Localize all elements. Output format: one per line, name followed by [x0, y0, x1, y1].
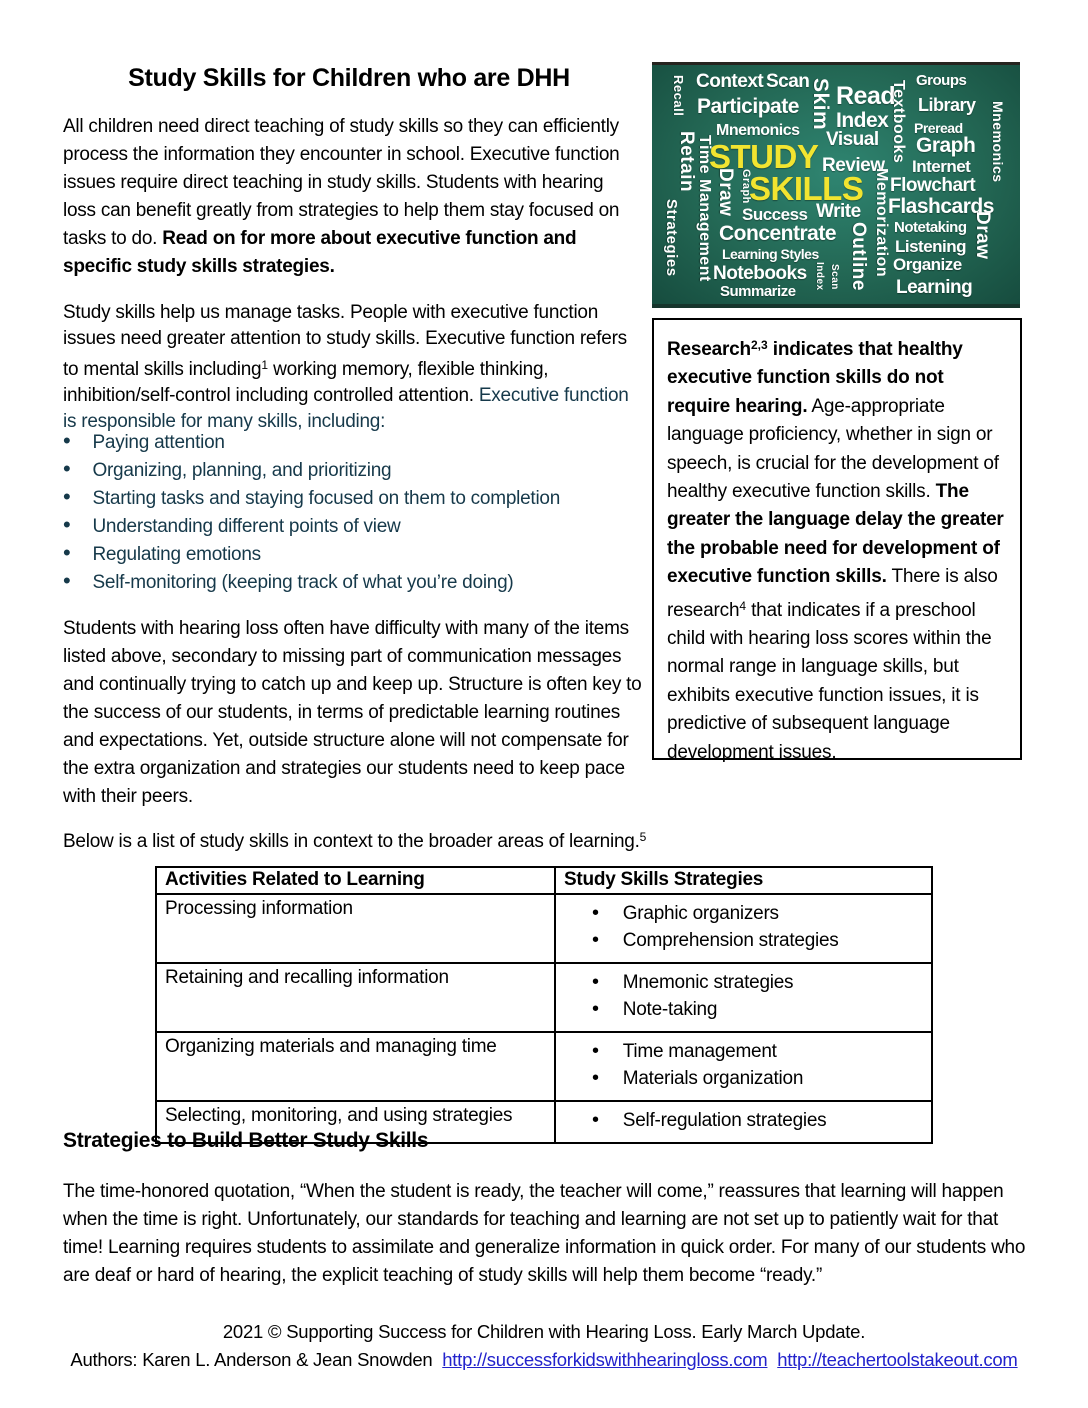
wordcloud-word: SKILLS [749, 170, 864, 207]
list-item: • Paying attention [63, 428, 645, 456]
table-header-activities: Activities Related to Learning [156, 867, 555, 894]
wordcloud-word: Strategies [663, 199, 680, 277]
list-item: • Understanding different points of view [63, 512, 645, 540]
authors-label: Authors: Karen L. Anderson & Jean Snowden [70, 1349, 433, 1370]
wordcloud-word: Recall [671, 75, 686, 117]
executive-function-skills-list [63, 428, 645, 596]
wordcloud-word: Mnemonics [716, 122, 800, 139]
table-row [156, 963, 932, 1032]
strategy-item: • Materials organization [564, 1065, 923, 1092]
wordcloud-word: Learning [896, 277, 973, 298]
wordcloud-word: Notetaking [894, 219, 967, 236]
wordcloud-word: Read [836, 82, 896, 110]
wordcloud-word: Learning Styles [722, 246, 819, 262]
wordcloud-word: Visual [826, 129, 879, 150]
wordcloud-word: Outline [848, 222, 869, 291]
wordcloud-word: Participate [697, 95, 799, 118]
table-row [156, 894, 932, 963]
executive-function-paragraph: Study skills help us manage tasks. People with executive function issues need greater attention to study skills. Executive function refers to mental skills including$^1$ working memory, flexible thinking, inhibition/self-control including controlled attention. Executive function is responsible for many skills, including: [63, 302, 629, 432]
wordcloud-word: Draw [715, 168, 736, 217]
wordcloud-word: Memorization [873, 168, 890, 278]
wordcloud-word: STUDY [709, 138, 819, 175]
strategy-item: • Time management [564, 1038, 923, 1065]
activity-cell: Processing information [156, 894, 555, 963]
authors-line [0, 1346, 1088, 1374]
strategy-item: • Comprehension strategies [564, 927, 923, 954]
wordcloud-word: Internet [912, 157, 971, 176]
activity-cell: Selecting, monitoring, and using strategies [156, 1101, 555, 1143]
strategies-cell [555, 894, 932, 963]
wordcloud-word: Retain [676, 131, 697, 193]
wordcloud-word: Scan [829, 264, 840, 290]
footnote-1: 1 [261, 358, 269, 372]
intro-paragraph-text: All children need direct teaching of study skills so they can efficiently process the information they encounter in school. Executive function issues require direct teaching in study skills. Students with hearing loss can benefit greatly from strategies to help them stay focused on tasks to do. [63, 116, 620, 249]
wordcloud-word: Time Management [696, 135, 713, 282]
wordcloud-word: Preread [914, 120, 963, 136]
wordcloud-word: Draw [972, 211, 993, 260]
wordcloud-word: Concentrate [719, 222, 837, 245]
wordcloud-word: Graph [740, 169, 752, 204]
wordcloud-word: Success [742, 205, 808, 224]
wordcloud-word: Library [918, 95, 976, 115]
intro-paragraph-bold: Read on for more about executive function and specific study skills strategies. [63, 228, 577, 277]
success-for-kids-link[interactable]: http://successforkidswithhearingloss.com [442, 1349, 768, 1370]
strategies-cell [555, 1032, 932, 1101]
wordcloud-word: Graph [916, 134, 976, 157]
wordcloud-word: Index [814, 262, 825, 291]
strategy-item: • Mnemonic strategies [564, 969, 923, 996]
wordcloud-word: Index [836, 109, 889, 132]
wordcloud-word: Context [696, 71, 764, 92]
wordcloud-word: Review [822, 155, 885, 176]
strategy-item: • Graphic organizers [564, 900, 923, 927]
footnote-2-3: 2,3 [750, 338, 768, 352]
wordcloud-word: Listening [895, 237, 967, 256]
wordcloud-word: Flowchart [890, 175, 976, 196]
strategies-section-paragraph: The time-honored quotation, “When the student is ready, the teacher will come,” reassures that learning will happen when the time is right. Unfortunately, our standards for teaching and learning are not set up to patiently wait for that time! Learning requires students to assimilate and generalize information in quick order. For many of our students who are deaf or hard of hearing, the explicit teaching of study skills will help them become “ready.” [63, 1181, 1026, 1286]
wordcloud-word: Skim [809, 78, 832, 131]
strategies-cell [555, 1101, 932, 1143]
strategy-item: • Self-regulation strategies [564, 1107, 923, 1134]
page-footer [0, 1318, 1088, 1374]
page-title: Study Skills for Children who are DHH [128, 64, 570, 92]
wordcloud-word: Write [816, 201, 861, 222]
copyright-line: 2021 © Supporting Success for Children with Hearing Loss. Early March Update. [222, 1321, 866, 1342]
strategy-item: • Note-taking [564, 996, 923, 1023]
list-item: • Regulating emotions [63, 540, 645, 568]
intro-paragraph [63, 113, 641, 281]
activity-cell: Organizing materials and managing time [156, 1032, 555, 1101]
strategies-cell [555, 963, 932, 1032]
wordcloud-word: Notebooks [713, 263, 807, 284]
wordcloud-word: Scan [766, 71, 810, 92]
table-header-row [156, 867, 932, 894]
research-sidebar-box: Research$^{2,3}$ indicates that healthy executive function skills do not require hearing. Age-appropriate language proficiency, whether in sign or speech, is crucial for the development of healthy executive function skills. The greater the language delay the greater the probable need for development of executive function skills. There is also research$^4$ that indicates if a preschool child with hearing loss scores within the normal range in language skills, but exhibits executive function issues, it is predictive of subsequent language development issues. [652, 318, 1022, 760]
study-skills-table [155, 866, 933, 1144]
table-header-strategies: Study Skills Strategies [555, 867, 932, 894]
wordcloud-word: Organize [893, 255, 962, 274]
wordcloud-word: Summarize [720, 283, 796, 300]
table-intro-line: Below is a list of study skills in context to the broader areas of learning.$^5$ [63, 830, 647, 852]
strategies-section-heading: Strategies to Build Better Study Skills [63, 1129, 429, 1152]
difficulty-paragraph: Students with hearing loss often have difficulty with many of the items listed above, secondary to missing part of communication messages and continually trying to catch up and keep up. Structure is often key to the success of our students, in terms of predictable learning routines and expectations. Yet, outside structure alone will not compensate for the extra organization and strategies our students need to keep pace with their peers. [63, 618, 642, 807]
study-skills-wordcloud-image [652, 62, 1020, 308]
list-item: • Organizing, planning, and prioritizing [63, 456, 645, 484]
wordcloud-word: Textbooks [890, 80, 907, 164]
list-item: • Self-monitoring (keeping track of what you’re doing) [63, 568, 645, 596]
footnote-5: 5 [639, 830, 647, 844]
table-row [156, 1032, 932, 1101]
list-item: • Starting tasks and staying focused on them to completion [63, 484, 645, 512]
skills-lead-in: Executive function is responsible for many skills, including: [63, 385, 629, 432]
teacher-tools-link[interactable]: http://teachertoolstakeout.com [777, 1349, 1018, 1370]
wordcloud-word: Mnemonics [990, 101, 1006, 183]
footnote-4: 4 [739, 598, 747, 613]
activity-cell: Retaining and recalling information [156, 963, 555, 1032]
wordcloud-word: Groups [916, 72, 967, 89]
wordcloud-word: Flashcards [888, 195, 994, 218]
